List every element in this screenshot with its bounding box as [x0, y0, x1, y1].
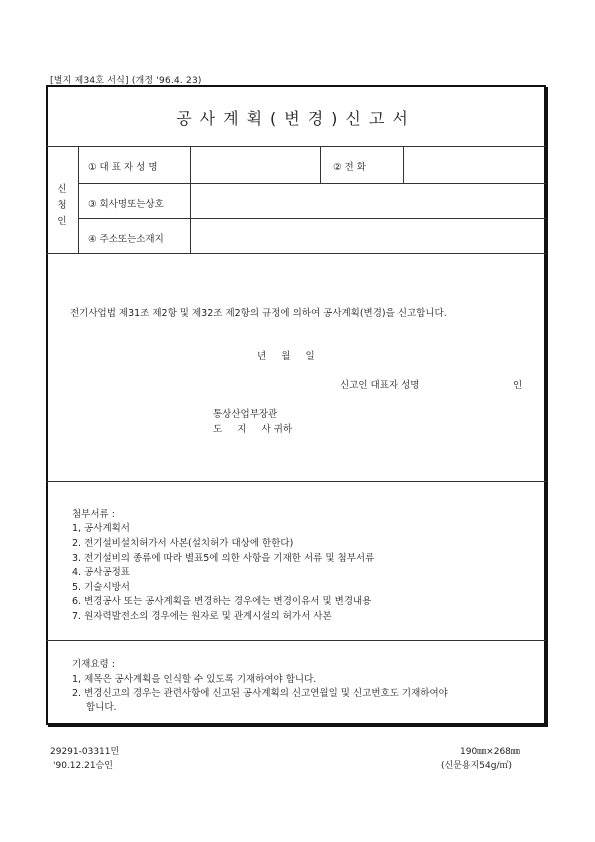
approval-date: '90.12.21승인 — [53, 761, 113, 771]
applicant-char-1: 신 — [57, 184, 67, 195]
phone-label: ② 전 화 — [333, 162, 366, 173]
instructions-heading: 기재요령 : — [72, 659, 115, 670]
applicant-char-3: 인 — [57, 216, 67, 227]
rep-name-label: ① 대 표 자 성 명 — [88, 162, 158, 173]
attachment-item: 4. 공사공정표 — [72, 567, 130, 578]
divider-attachments — [46, 481, 546, 482]
date-line: 년 월 일 — [257, 351, 315, 362]
attachment-item: 5. 기술시방서 — [72, 582, 130, 593]
paper-size: 190㎜×268㎜ — [460, 747, 520, 757]
attachments-heading: 첨부서류 : — [72, 509, 115, 520]
addressee-governor: 도 지 사 귀하 — [213, 424, 293, 435]
divider-phone-col — [320, 146, 321, 183]
divider-label-col — [190, 146, 191, 253]
divider-applicant-col — [78, 146, 79, 253]
form-code: 29291-03311민 — [50, 747, 120, 757]
instruction-item-continued: 합니다. — [86, 702, 117, 713]
divider-phone-value-col — [403, 146, 404, 183]
paper-spec: (신문용지54g/㎡) — [441, 761, 512, 771]
divider-row-1 — [78, 183, 546, 184]
instruction-item: 1, 제목은 공사계획을 인식할 수 있도록 기재하여야 합니다. — [72, 674, 317, 685]
form-frame — [46, 85, 546, 725]
company-label: ③ 회사명또는상호 — [88, 199, 164, 210]
attachment-item: 3. 전기설비의 종류에 따라 별표5에 의한 사항을 기재한 서류 및 첨부서류 — [72, 553, 375, 564]
attachment-item: 1, 공사계획서 — [72, 523, 130, 534]
document-title: 공사계획(변경)신고서 — [176, 109, 416, 128]
divider-title — [46, 146, 546, 147]
divider-instructions — [46, 640, 546, 641]
seal-mark: 인 — [513, 380, 523, 391]
attachment-item: 2. 전기설비설치허가서 사본(설치허가 대상에 한한다) — [72, 538, 294, 549]
addressee-minister: 통상산업부장관 — [213, 409, 278, 420]
divider-row-2 — [78, 218, 546, 219]
attachment-item: 7. 원자력발전소의 경우에는 원자로 및 관계시설의 허가서 사본 — [72, 611, 332, 622]
attachment-item: 6. 변경공사 또는 공사계획을 변경하는 경우에는 변경이유서 및 변경내용 — [72, 596, 372, 607]
signature-line: 신고인 대표자 성명 — [340, 380, 420, 391]
divider-applicant-end — [46, 253, 546, 254]
declaration-statement: 전기사업법 제31조 제2항 및 제32조 제2항의 규정에 의하여 공사계획(변경)을 신고합니다. — [70, 308, 447, 319]
applicant-label — [56, 182, 68, 230]
applicant-char-2: 청 — [57, 200, 67, 211]
form-number-label: [별지 제34호 서식] (개정 '96.4. 23) — [50, 76, 202, 86]
address-label: ④ 주소또는소재지 — [88, 234, 164, 245]
instruction-item: 2. 변경신고의 경우는 관련사항에 신고된 공사계획의 신고연월일 및 신고번호도 기재하여야 — [72, 688, 448, 699]
